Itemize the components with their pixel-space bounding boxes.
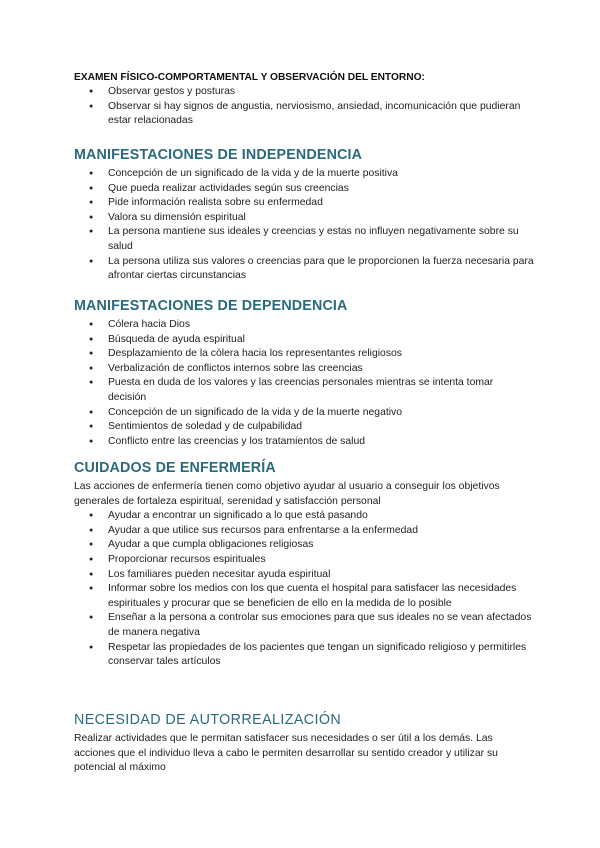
list-item: ● Conflicto entre las creencias y los tratamientos de salud	[74, 435, 534, 450]
list-item: ● Proporcionar recursos espirituales	[74, 553, 534, 568]
dependence-heading: MANIFESTACIONES DE DEPENDENCIA	[74, 298, 348, 314]
list-item: ● Sentimientos de soledad y de culpabilidad	[74, 420, 534, 435]
dependence-list	[74, 318, 534, 449]
list-item: ● Ayudar a encontrar un significado a lo que está pasando	[74, 509, 534, 524]
list-item: ● Ayudar a que cumpla obligaciones religiosas	[74, 538, 534, 553]
care-section	[74, 459, 534, 670]
list-item: ● Verbalización de conflictos internos sobre las creencias	[74, 362, 534, 377]
care-heading: CUIDADOS DE ENFERMERÍA	[74, 460, 276, 476]
care-intro: Las acciones de enfermería tienen como objetivo ayudar al usuario a conseguir los objetivos generales de fortaleza espiritual, serenidad y satisfacción personal	[74, 481, 500, 507]
list-item: ● Enseñar a la persona a controlar sus emociones para que sus ideales no se vean afectados de manera negativa	[74, 611, 534, 640]
list-item: ● Observar si hay signos de angustia, nerviosismo, ansiedad, incomunicación que pudieran estar relacionadas	[74, 100, 534, 129]
list-item: ● La persona utiliza sus valores o creencias para que le proporcionen la fuerza necesaria para afrontar ciertas circunstancias	[74, 255, 534, 284]
list-item: ● Desplazamiento de la cólera hacia los representantes religiosos	[74, 347, 534, 362]
list-item: ● Valora su dimensión espiritual	[74, 211, 534, 226]
independence-section	[74, 146, 534, 284]
list-item: ● La persona mantiene sus ideales y creencias y estas no influyen negativamente sobre su salud	[74, 225, 534, 254]
independence-heading: MANIFESTACIONES DE INDEPENDENCIA	[74, 147, 363, 163]
exam-section	[74, 71, 534, 129]
list-item: ● Concepción de un significado de la vida y de la muerte negativo	[74, 406, 534, 421]
list-item: ● Pide información realista sobre su enfermedad	[74, 196, 534, 211]
list-item: ● Puesta en duda de los valores y las creencias personales mientras se intenta tomar decisión	[74, 376, 534, 405]
independence-list	[74, 167, 534, 284]
list-item: ● Observar gestos y posturas	[74, 85, 534, 100]
selfrealization-body: Realizar actividades que le permitan satisfacer sus necesidades o ser útil a los demás. Las acciones que el individuo lleva a cabo le permiten desarrollar su sentido creador y utilizar su potencial al máximo	[74, 733, 498, 774]
list-item: ● Búsqueda de ayuda espiritual	[74, 333, 534, 348]
dependence-section	[74, 297, 534, 449]
list-item: ● Los familiares pueden necesitar ayuda espiritual	[74, 568, 534, 583]
exam-list	[74, 85, 534, 129]
list-item: ● Informar sobre los medios con los que cuenta el hospital para satisfacer las necesidades espirituales y procurar que se beneficien de ello en la medida de lo posible	[74, 582, 534, 611]
list-item: ● Cólera hacia Dios	[74, 318, 534, 333]
list-item: ● Ayudar a que utilice sus recursos para enfrentarse a la enfermedad	[74, 524, 534, 539]
selfrealization-section	[74, 711, 534, 776]
care-list	[74, 509, 534, 670]
list-item: ● Respetar las propiedades de los pacientes que tengan un significado religioso y permitirles conservar tales artículos	[74, 641, 534, 670]
list-item: ● Concepción de un significado de la vida y de la muerte positiva	[74, 167, 534, 182]
exam-title: EXAMEN FÍSICO-COMPORTAMENTAL Y OBSERVACIÓN DEL ENTORNO:	[74, 72, 425, 83]
list-item: ● Que pueda realizar actividades según sus creencias	[74, 182, 534, 197]
selfrealization-heading: NECESIDAD DE AUTORREALIZACIÓN	[74, 712, 342, 728]
